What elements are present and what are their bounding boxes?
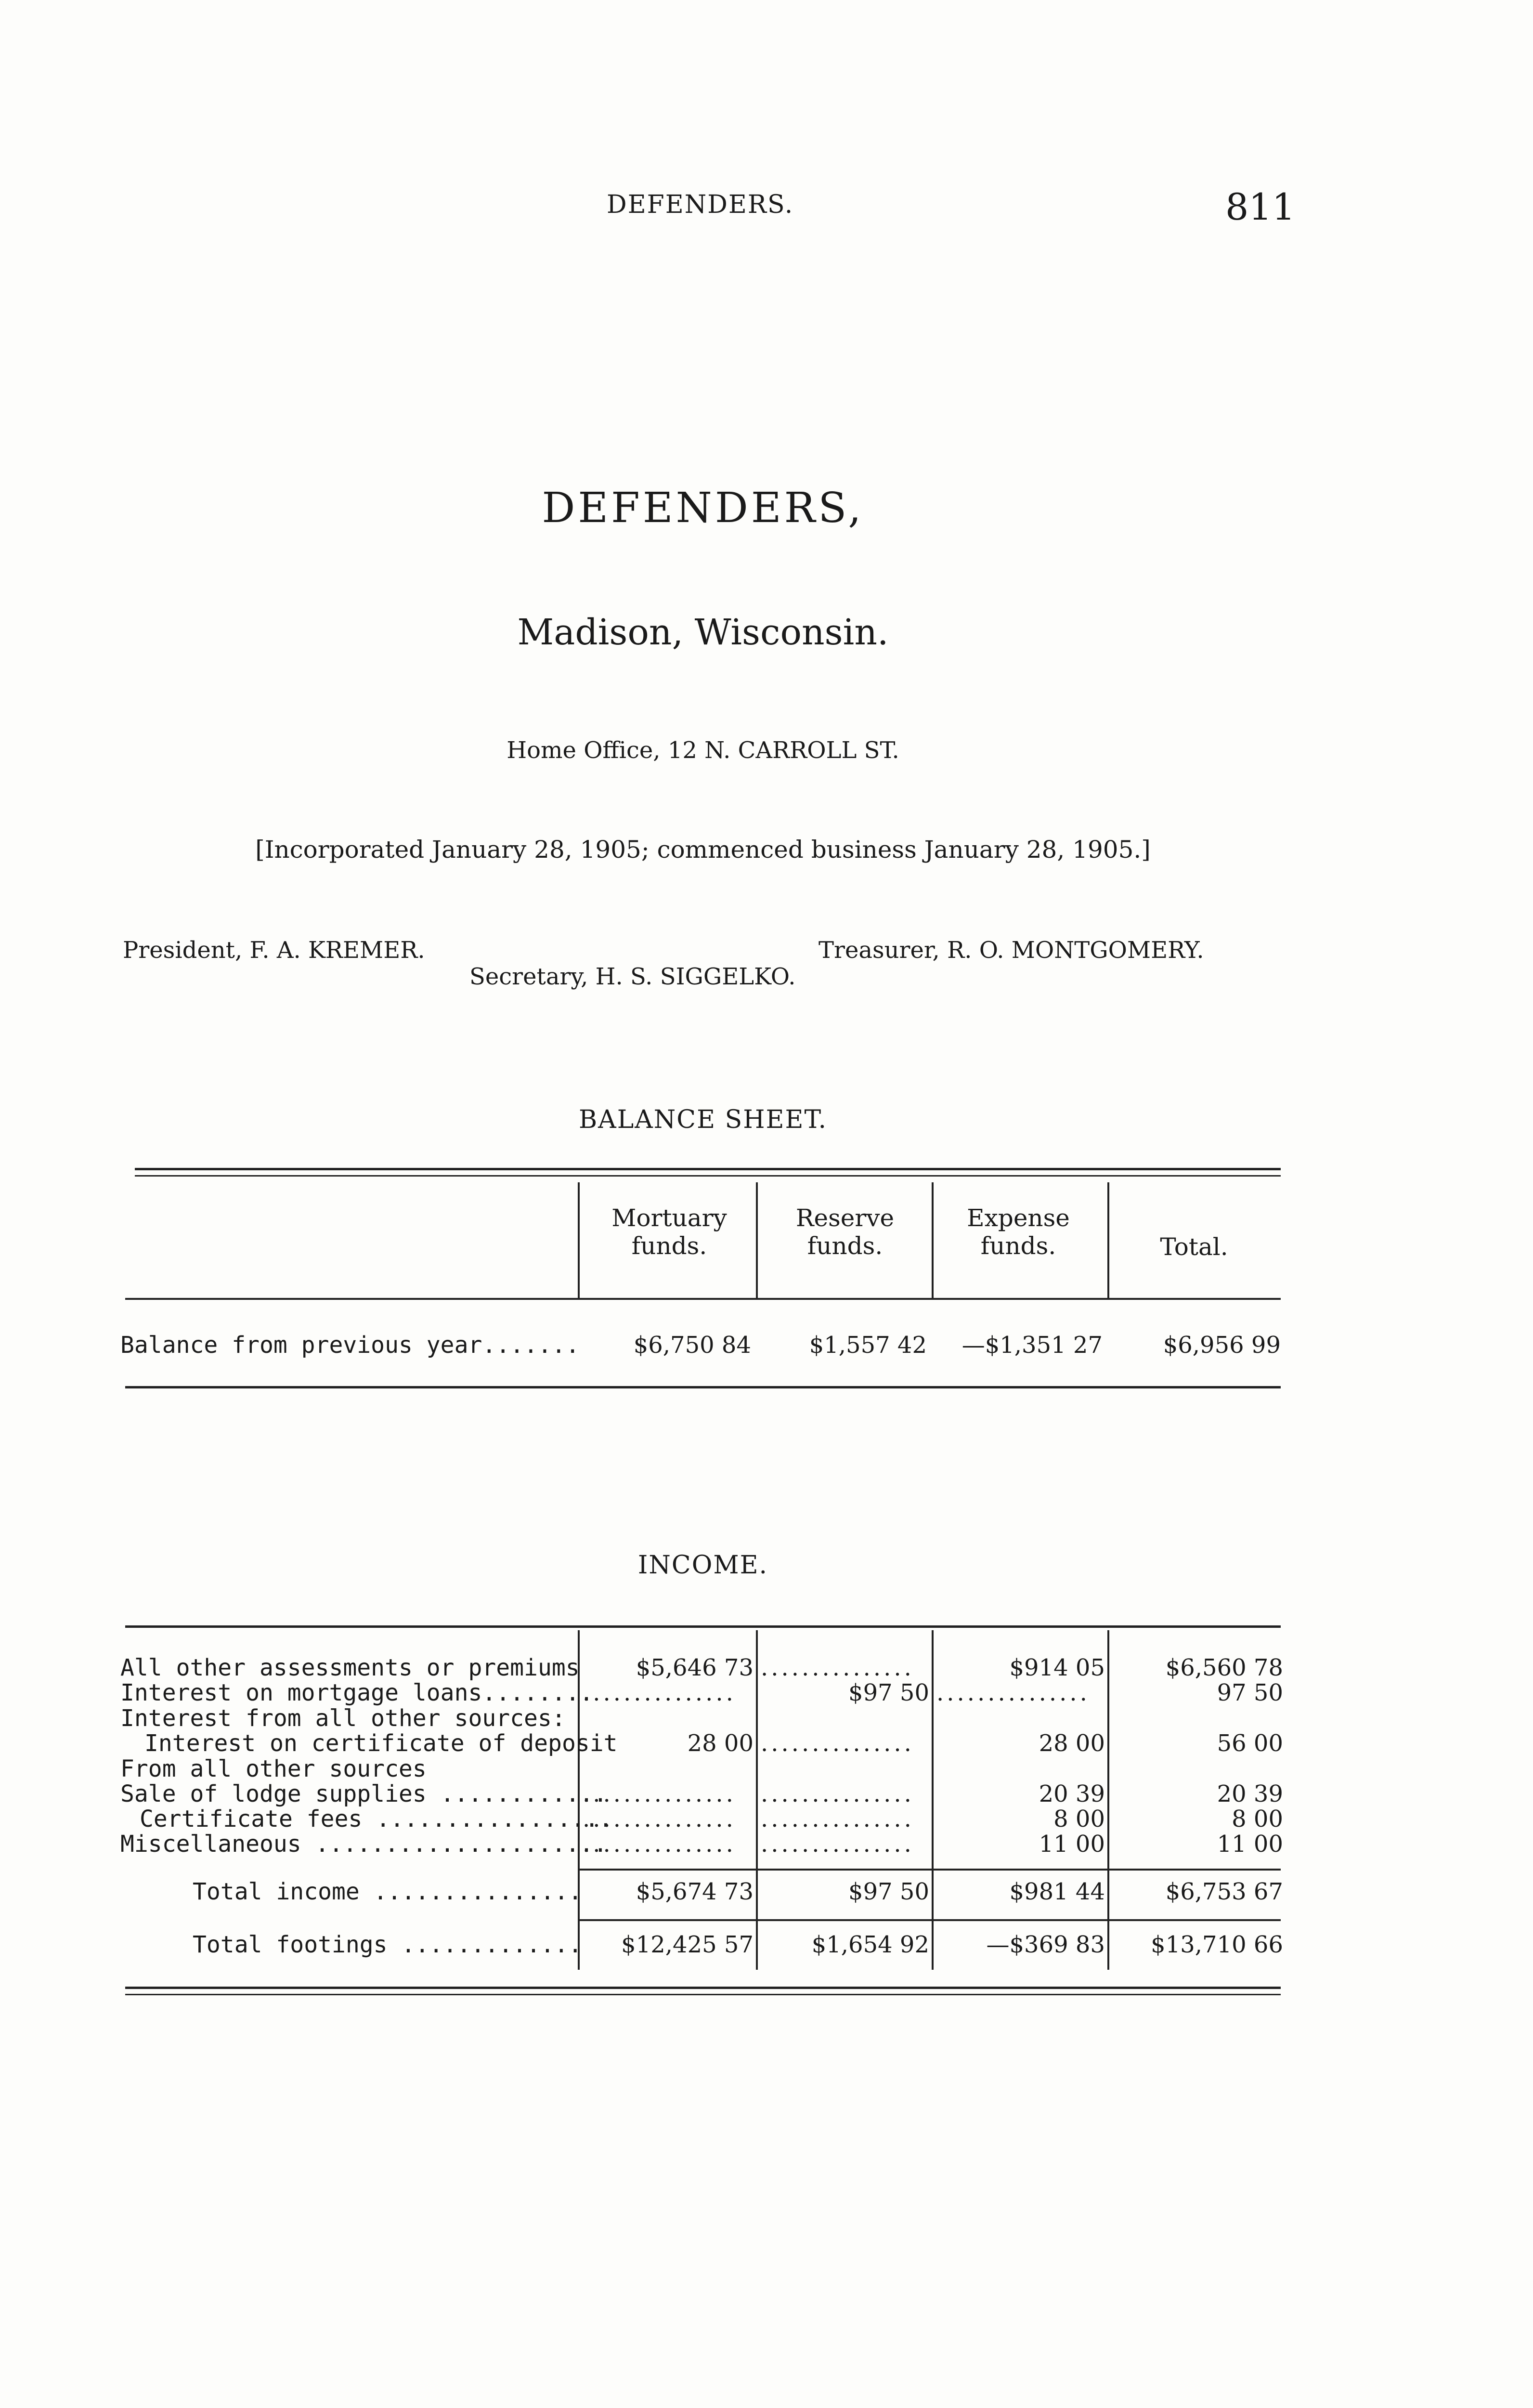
income-row-label: All other assessments or premiums xyxy=(120,1654,580,1681)
subtotal-rule-2 xyxy=(578,1919,1281,1921)
income-mortuary: 28 00 xyxy=(687,1730,754,1757)
total-footings-label: Total footings ............. xyxy=(193,1931,583,1958)
dot-leader: ............... xyxy=(583,1780,736,1807)
income-reserve: $97 50 xyxy=(848,1679,929,1706)
dot-leader: ............... xyxy=(936,1679,1090,1706)
dot-leader: ............... xyxy=(583,1831,736,1858)
balance-expense: —$1,351 27 xyxy=(961,1332,1103,1359)
income-row-label: Interest on mortgage loans........ xyxy=(120,1679,594,1706)
table-top-rule-2 xyxy=(135,1175,1281,1177)
income-total: 20 39 xyxy=(1217,1780,1283,1807)
running-title: DEFENDERS. xyxy=(607,190,794,219)
dot-leader: ............... xyxy=(761,1654,914,1681)
table-top-rule xyxy=(135,1168,1281,1170)
col-divider xyxy=(756,1182,758,1298)
president: President, F. A. KREMER. xyxy=(123,937,425,964)
income-row-label: Interest from all other sources: xyxy=(120,1705,566,1732)
income-top-rule xyxy=(125,1625,1281,1628)
column-header-expense: Expense funds. xyxy=(967,1204,1070,1260)
balance-sheet-title: BALANCE SHEET. xyxy=(578,1105,828,1134)
balance-mortuary: $6,750 84 xyxy=(633,1332,751,1359)
income-expense: 20 39 xyxy=(1039,1780,1105,1807)
income-bottom-rule-2 xyxy=(125,1994,1281,1995)
total-income-reserve: $97 50 xyxy=(848,1878,929,1905)
income-total: 8 00 xyxy=(1232,1806,1283,1832)
income-expense: 11 00 xyxy=(1039,1831,1105,1858)
col-divider xyxy=(932,1182,934,1298)
income-row-label: Miscellaneous ..................... xyxy=(120,1831,608,1858)
organization-location: Madison, Wisconsin. xyxy=(517,612,889,653)
income-expense: 8 00 xyxy=(1053,1806,1105,1832)
col-divider xyxy=(578,1182,580,1298)
total-income-total: $6,753 67 xyxy=(1165,1878,1283,1905)
total-footings-expense: —$369 83 xyxy=(986,1931,1105,1958)
income-row-label: Sale of lodge supplies ............ xyxy=(120,1780,608,1807)
home-office: Home Office, 12 N. CARROLL ST. xyxy=(507,737,899,764)
dot-leader: ............... xyxy=(761,1730,914,1757)
total-income-label: Total income ............... xyxy=(193,1878,583,1905)
dot-leader: ............... xyxy=(583,1679,736,1706)
organization-name: DEFENDERS, xyxy=(542,484,864,532)
income-expense: $914 05 xyxy=(1009,1654,1105,1681)
income-total: 97 50 xyxy=(1217,1679,1283,1706)
total-footings-reserve: $1,654 92 xyxy=(811,1931,929,1958)
dot-leader: ............... xyxy=(761,1780,914,1807)
income-row-label: From all other sources xyxy=(120,1755,427,1782)
income-row-label: Certificate fees ................. xyxy=(140,1806,613,1832)
column-header-total: Total. xyxy=(1160,1233,1228,1261)
col-divider xyxy=(1107,1182,1109,1298)
table-bottom-rule xyxy=(125,1386,1281,1388)
subtotal-rule xyxy=(578,1869,1281,1871)
income-expense: 28 00 xyxy=(1039,1730,1105,1757)
income-mortuary: $5,646 73 xyxy=(636,1654,754,1681)
income-total: 11 00 xyxy=(1217,1831,1283,1858)
dot-leader: ............... xyxy=(761,1831,914,1858)
column-header-mortuary: Mortuary funds. xyxy=(611,1204,727,1260)
header-rule xyxy=(125,1298,1281,1300)
income-total: $6,560 78 xyxy=(1165,1654,1283,1681)
incorporation-note: [Incorporated January 28, 1905; commenced business January 28, 1905.] xyxy=(255,836,1151,864)
total-income-mortuary: $5,674 73 xyxy=(636,1878,754,1905)
income-total: 56 00 xyxy=(1217,1730,1283,1757)
total-footings-total: $13,710 66 xyxy=(1151,1931,1283,1958)
page-number: 811 xyxy=(1225,185,1296,228)
balance-row-label: Balance from previous year....... xyxy=(120,1332,580,1359)
column-header-reserve: Reserve funds. xyxy=(795,1204,895,1260)
dot-leader: ............... xyxy=(761,1806,914,1832)
treasurer: Treasurer, R. O. MONTGOMERY. xyxy=(818,937,1204,964)
total-footings-mortuary: $12,425 57 xyxy=(621,1931,754,1958)
dot-leader: ............... xyxy=(583,1806,736,1832)
secretary: Secretary, H. S. SIGGELKO. xyxy=(469,963,796,990)
balance-total: $6,956 99 xyxy=(1163,1332,1281,1359)
income-title: INCOME. xyxy=(637,1551,768,1580)
income-bottom-rule xyxy=(125,1987,1281,1989)
balance-reserve: $1,557 42 xyxy=(809,1332,927,1359)
total-income-expense: $981 44 xyxy=(1009,1878,1105,1905)
income-row-label: Interest on certificate of deposit xyxy=(144,1730,618,1757)
